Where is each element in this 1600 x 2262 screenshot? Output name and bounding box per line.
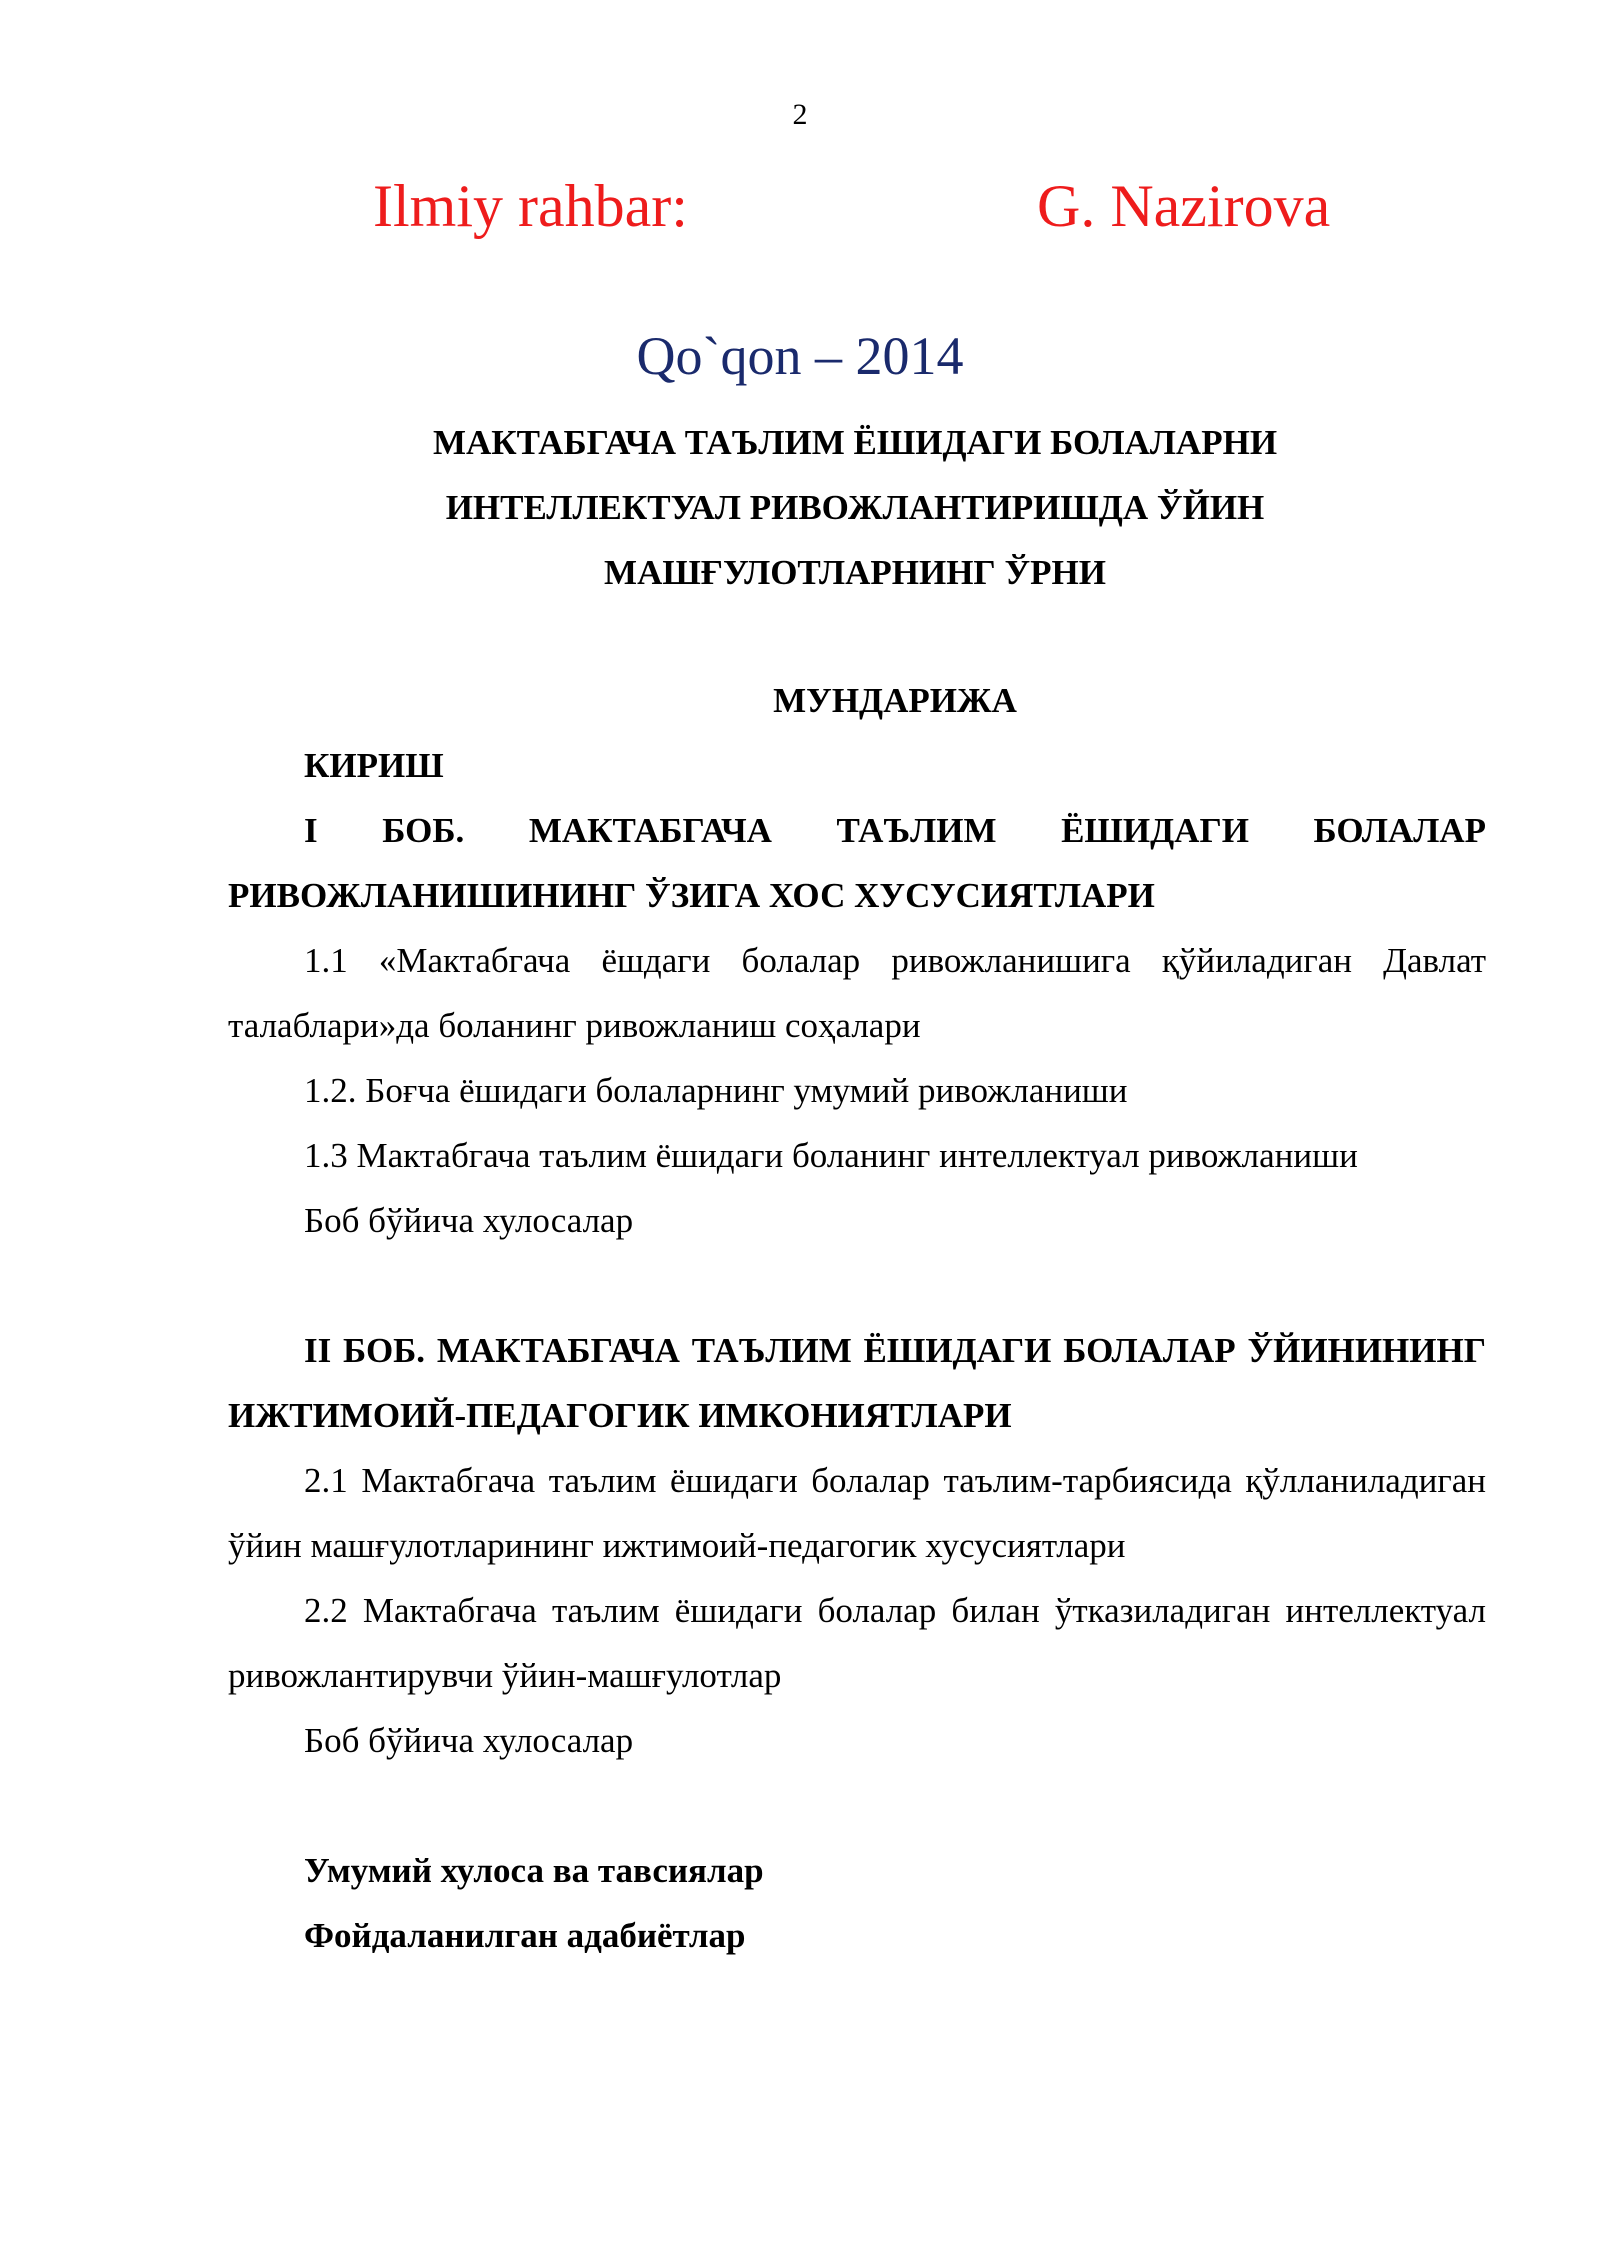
page-number: 2 <box>792 98 808 131</box>
toc-section-1-2: 1.2. Боғча ёшидаги болаларнинг умумий ривожланиши <box>304 1071 1128 1110</box>
spacer <box>228 1773 1486 1838</box>
place-year: Qo`qon – 2014 <box>636 326 964 386</box>
toc-section-2-2: 2.2 Мактабгача таълим ёшидаги болалар билан ўтказиладиган интеллектуал ривожлантирувчи ўйин-машғулотлар <box>228 1591 1486 1695</box>
toc-chapter2-title: II БОБ. МАКТАБГАЧА ТАЪЛИМ ЁШИДАГИ БОЛАЛАР ЎЙИНИНИНГ ИЖТИМОИЙ-ПЕДАГОГИК ИМКОНИЯТЛАРИ <box>228 1331 1486 1435</box>
title-line: ИНТЕЛЛЕКТУАЛ РИВОЖЛАНТИРИШДА ЎЙИН <box>445 488 1265 527</box>
toc-section-1-1: 1.1 «Мактабгача ёшдаги болалар ривожланишига қўйиладиган Давлат талаблари»да боланинг ривожланиш соҳалари <box>228 941 1486 1045</box>
toc-references: Фойдаланилган адабиётлар <box>304 1916 746 1955</box>
document-title <box>230 410 1480 605</box>
toc-chapter1-title: I БОБ. МАКТАБГАЧА ТАЪЛИМ ЁШИДАГИ БОЛАЛАР РИВОЖЛАНИШИНИНГ ЎЗИГА ХОС ХУСУСИЯТЛАРИ <box>228 811 1486 915</box>
supervisor-label: Ilmiy rahbar: <box>373 173 688 239</box>
supervisor-name: G. Nazirova <box>1037 173 1331 239</box>
toc-chapter2-conclusion: Боб бўйича хулосалар <box>304 1721 634 1760</box>
toc-intro: КИРИШ <box>304 746 444 785</box>
toc-section-2-1: 2.1 Мактабгача таълим ёшидаги болалар таълим-тарбиясида қўлланиладиган ўйин машғулотларининг ижтимоий-педагогик хусусиятлари <box>228 1461 1486 1565</box>
contents-heading: МУНДАРИЖА <box>773 681 1017 720</box>
toc-general-conclusion: Умумий хулоса ва тавсиялар <box>304 1851 764 1890</box>
title-line: МАШҒУЛОТЛАРНИНГ ЎРНИ <box>604 553 1106 592</box>
spacer <box>228 1253 1486 1318</box>
table-of-contents <box>228 668 1486 1968</box>
toc-chapter1-conclusion: Боб бўйича хулосалар <box>304 1201 634 1240</box>
title-line: МАКТАБГАЧА ТАЪЛИМ ЁШИДАГИ БОЛАЛАРНИ <box>432 423 1278 462</box>
toc-section-1-3: 1.3 Мактабгача таълим ёшидаги боланинг интеллектуал ривожланиши <box>304 1136 1358 1175</box>
